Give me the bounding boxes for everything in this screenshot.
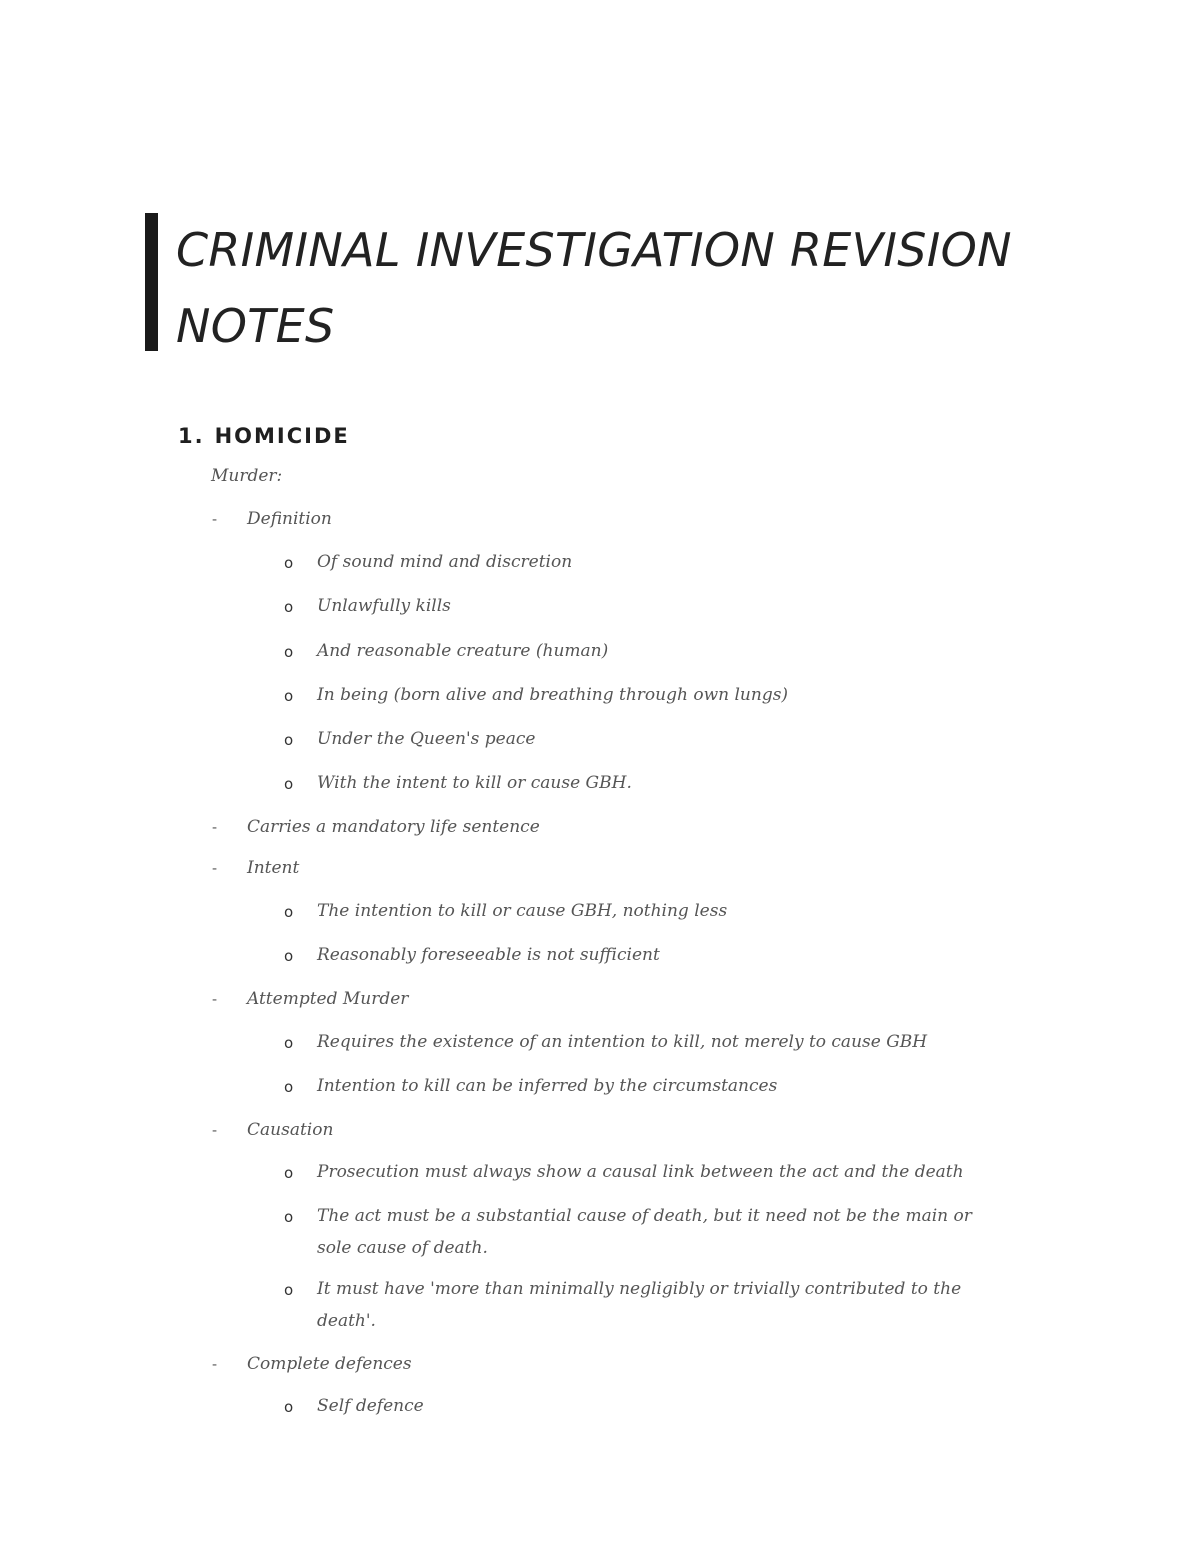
circle-bullet: o	[284, 1398, 294, 1416]
circle-bullet: o	[284, 598, 294, 616]
list-subitem: Under the Queen's peace	[317, 729, 536, 749]
title-accent-bar	[145, 213, 158, 351]
dash-bullet: -	[212, 859, 218, 877]
circle-bullet: o	[284, 1034, 294, 1052]
document-title	[176, 212, 1076, 364]
list-item-definition: Definition	[247, 509, 332, 529]
circle-bullet: o	[284, 687, 294, 705]
dash-bullet: -	[212, 818, 218, 836]
list-item-attempted-murder: Attempted Murder	[247, 989, 409, 1009]
list-item-causation: Causation	[247, 1120, 334, 1140]
section-title: HOMICIDE	[214, 424, 350, 448]
list-subitem: Unlawfully kills	[317, 596, 451, 616]
list-subitem: Prosecution must always show a causal link between the act and the death	[317, 1162, 964, 1182]
dash-bullet: -	[212, 1355, 218, 1373]
list-subitem: It must have 'more than minimally negligibly or trivially contributed to the	[317, 1279, 962, 1299]
list-subitem: Of sound mind and discretion	[317, 552, 573, 572]
dash-bullet: -	[212, 1121, 218, 1139]
subheading-murder: Murder:	[211, 466, 283, 486]
list-subitem-continuation: death'.	[317, 1311, 376, 1331]
circle-bullet: o	[284, 643, 294, 661]
section-number: 1.	[178, 424, 205, 448]
title-line-1: CRIMINAL INVESTIGATION REVISION	[176, 223, 1012, 277]
list-subitem: Intention to kill can be inferred by the circumstances	[317, 1076, 778, 1096]
dash-bullet: -	[212, 510, 218, 528]
circle-bullet: o	[284, 1208, 294, 1226]
list-subitem: The intention to kill or cause GBH, nothing less	[317, 901, 728, 921]
list-subitem: Requires the existence of an intention to kill, not merely to cause GBH	[317, 1032, 928, 1052]
dash-bullet: -	[212, 990, 218, 1008]
section-heading-homicide	[178, 424, 350, 448]
circle-bullet: o	[284, 731, 294, 749]
circle-bullet: o	[284, 554, 294, 572]
list-item-sentence: Carries a mandatory life sentence	[247, 817, 540, 837]
circle-bullet: o	[284, 1281, 294, 1299]
list-subitem: Self defence	[317, 1396, 424, 1416]
circle-bullet: o	[284, 1164, 294, 1182]
list-subitem: With the intent to kill or cause GBH.	[317, 773, 632, 793]
list-item-complete-defences: Complete defences	[247, 1354, 412, 1374]
list-subitem: In being (born alive and breathing through own lungs)	[317, 685, 789, 705]
list-subitem: The act must be a substantial cause of death, but it need not be the main or	[317, 1206, 972, 1226]
title-line-2: NOTES	[176, 299, 335, 353]
circle-bullet: o	[284, 903, 294, 921]
list-subitem: And reasonable creature (human)	[317, 641, 609, 661]
circle-bullet: o	[284, 1078, 294, 1096]
circle-bullet: o	[284, 947, 294, 965]
circle-bullet: o	[284, 775, 294, 793]
list-item-intent: Intent	[247, 858, 300, 878]
list-subitem-continuation: sole cause of death.	[317, 1238, 488, 1258]
list-subitem: Reasonably foreseeable is not sufficient	[317, 945, 660, 965]
